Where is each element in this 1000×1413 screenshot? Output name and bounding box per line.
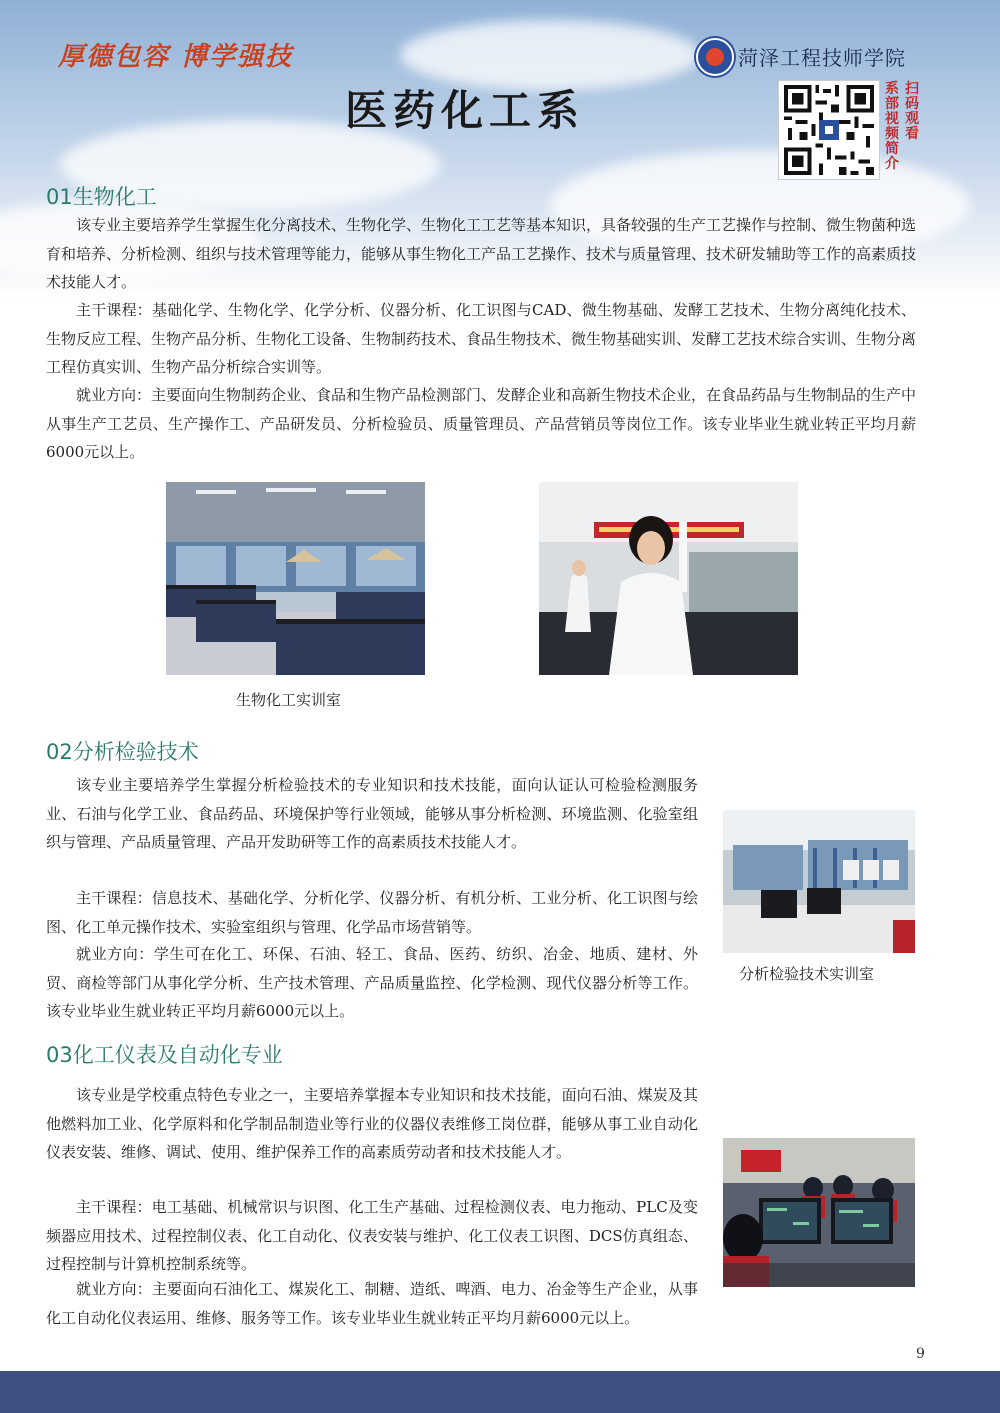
analysis-lab-caption: 分析检验技术实训室 (739, 965, 875, 983)
bio-lab-photo (166, 482, 425, 675)
qr-caption-intro: 系 部 视 频 简 介 (885, 81, 899, 172)
section-title-instrumentation: 03化工仪表及自动化专业 (46, 1043, 283, 1067)
school-name: 菏泽工程技师学院 (738, 46, 906, 70)
section-paragraph: 就业方向：主要面向石油化工、煤炭化工、制糖、造纸、啤酒、电力、冶金等生产企业，从事化工自动化仪表运用、维修、服务等工作。该专业毕业生就业转正平均月薪6000元以上。 (46, 1280, 698, 1327)
section-title-bio-chemical: 01生物化工 (46, 185, 157, 209)
footer-band (0, 1371, 1000, 1413)
school-motto: 厚德包容 博学强技 (58, 42, 294, 72)
section-paragraph: 该专业主要培养学生掌握生化分离技术、生物化学、生物化工工艺等基本知识，具备较强的生产工艺操作与控制、微生物菌种选育和培养、分析检测、组织与技术管理等能力，能够从事生物化工产品工艺操作、技术与质量管理、技术研发辅助等工作的高素质技术技能人才。 (46, 216, 917, 291)
school-logo-icon (696, 38, 734, 76)
analysis-lab-photo (723, 810, 915, 953)
bio-lab-caption: 生物化工实训室 (236, 691, 342, 709)
qr-code-icon[interactable] (778, 80, 880, 180)
section-paragraph: 主干课程：电工基础、机械常识与识图、化工生产基础、过程检测仪表、电力拖动、PLC及变频器应用技术、过程控制仪表、化工自动化、仪表安装与维护、化工仪表工识图、DCS仿真组态、过程控制与计算机控制系统等。 (46, 1198, 698, 1273)
section-paragraph: 主干课程：基础化学、生物化学、化学分析、仪器分析、化工识图与CAD、微生物基础、发酵工艺技术、生物分离纯化技术、生物反应工程、生物产品分析、生物化工设备、生物制药技术、食品生物技术、微生物基础实训、发酵工艺技术综合实训、生物分离工程仿真实训、生物产品分析综合实训等。 (46, 301, 917, 376)
section-title-analysis: 02分析检验技术 (46, 740, 199, 764)
section-paragraph: 该专业是学校重点特色专业之一，主要培养掌握本专业知识和技术技能，面向石油、煤炭及其他燃料加工业、化学原料和化学制品制造业等行业的仪器仪表维修工岗位群，能够从事工业自动化仪表安装、维修、调试、使用、维护保养工作的高素质劳动者和技术技能人才。 (46, 1086, 698, 1161)
control-room-photo (723, 1138, 915, 1287)
section-paragraph: 主干课程：信息技术、基础化学、分析化学、仪器分析、有机分析、工业分析、化工识图与绘图、化工单元操作技术、实验室组织与管理、化学品市场营销等。 (46, 889, 698, 936)
page-number: 9 (916, 1346, 925, 1362)
department-title: 医药化工系 (345, 86, 586, 135)
qr-caption-view: 扫 码 观 看 (905, 81, 919, 142)
student-experiment-photo (539, 482, 798, 675)
section-paragraph: 该专业主要培养学生掌握分析检验技术的专业知识和技术技能，面向认证认可检验检测服务业、石油与化学工业、食品药品、环境保护等行业领域，能够从事分析检测、环境监测、化验室组织与管理、产品质量管理、产品开发助研等工作的高素质技术技能人才。 (46, 776, 698, 851)
section-paragraph: 就业方向：主要面向生物制药企业、食品和生物产品检测部门、发酵企业和高新生物技术企业，在食品药品与生物制品的生产中从事生产工艺员、生产操作工、产品研发员、分析检验员、质量管理员、产品营销员等岗位工作。该专业毕业生就业转正平均月薪6000元以上。 (46, 386, 917, 461)
section-paragraph: 就业方向：学生可在化工、环保、石油、轻工、食品、医药、纺织、冶金、地质、建材、外贸、商检等部门从事化学分析、生产技术管理、产品质量监控、化学检测、现代仪器分析等工作。该专业毕业生就业转正平均月薪6000元以上。 (46, 945, 698, 1020)
